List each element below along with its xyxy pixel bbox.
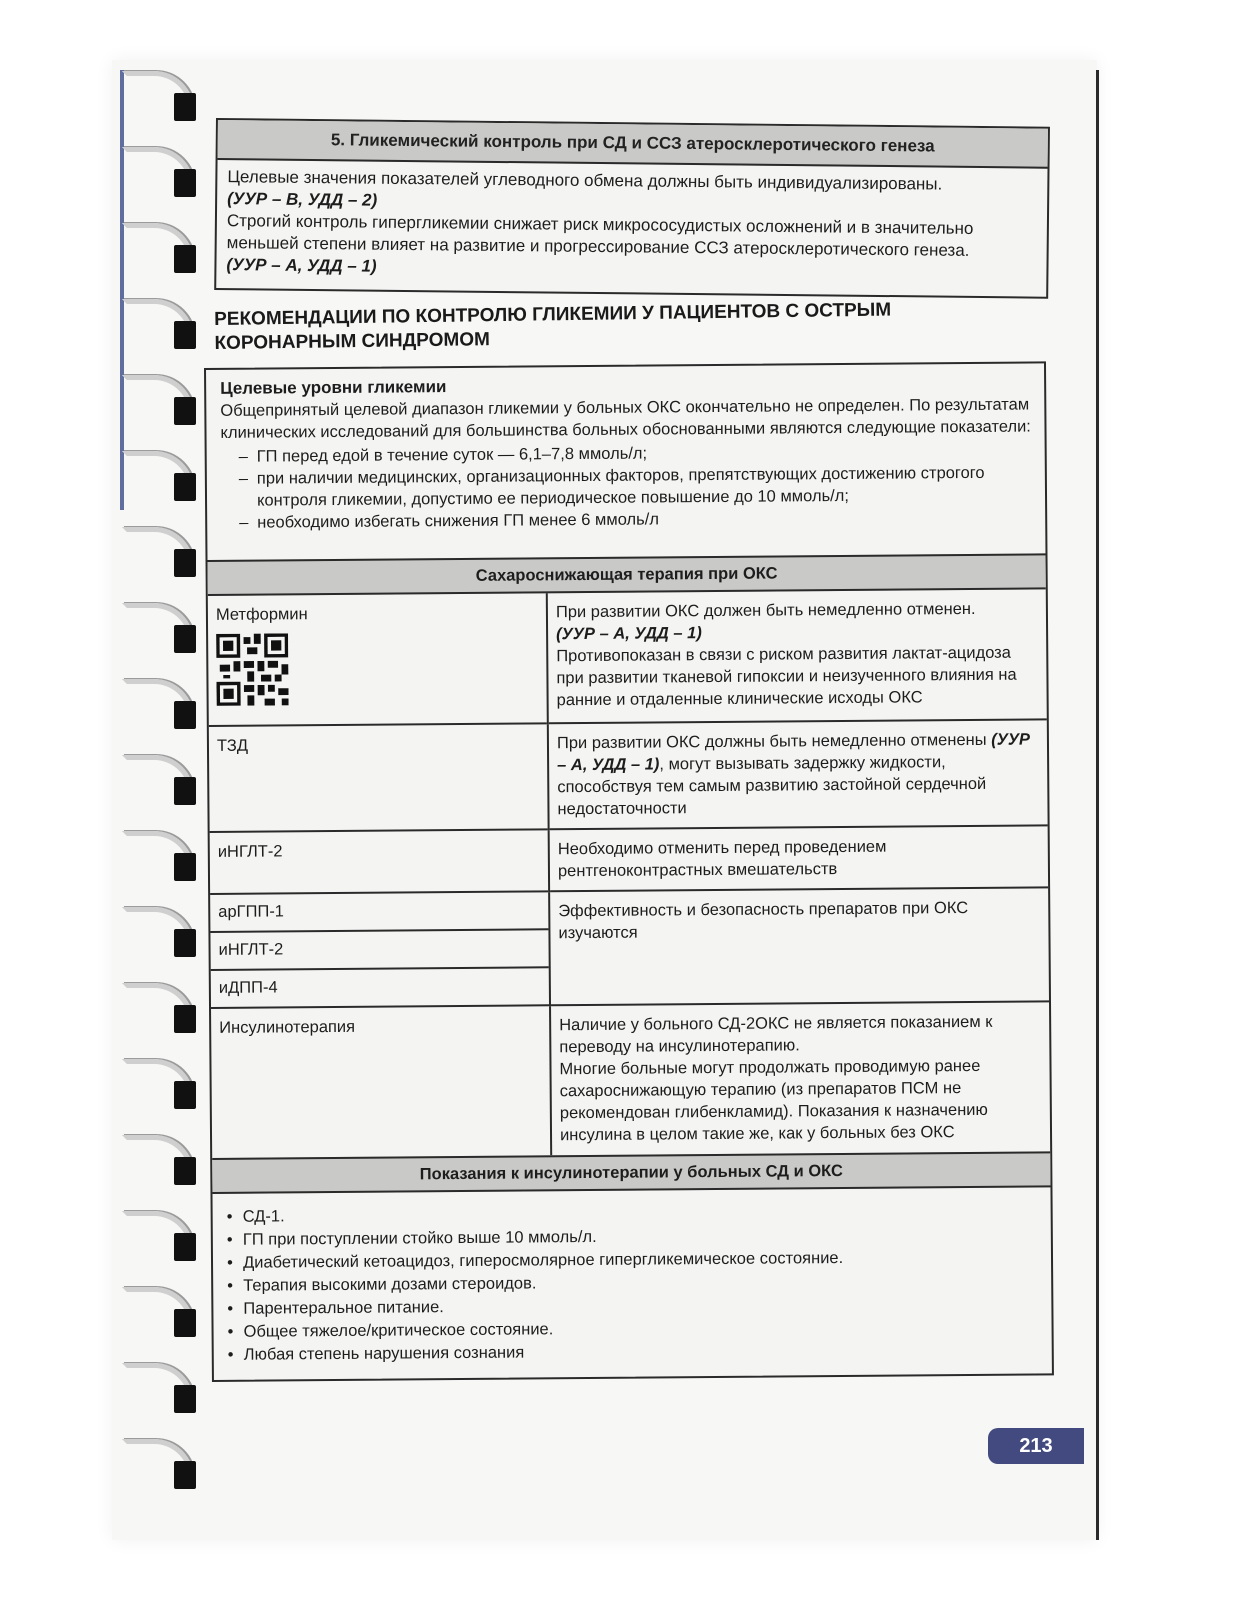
list-item: • СД-1. [227, 1199, 1037, 1228]
spiral-binding [118, 65, 208, 1525]
table-row [209, 719, 1048, 832]
binding-hole [174, 93, 196, 121]
drug-cell [210, 829, 549, 894]
binding-loop [118, 673, 198, 733]
drug-cell [208, 593, 548, 726]
binding-hole [174, 1309, 196, 1337]
note-text: Многие больные могут продолжать проводимую ранее сахароснижающую терапию (из препаратов ПСМ не рекомендован глибенкламид). Показания к назначению инсулина в целом такие же, как у больных без ОКС [559, 1056, 988, 1145]
binding-loop [118, 1433, 198, 1493]
drug-name: Инсулинотерапия [219, 1017, 356, 1037]
binding-loop [118, 825, 198, 885]
box-header: 5. Гликемический контроль при СД и ССЗ атеросклеротического генеза [218, 120, 1048, 169]
note-text: Необходимо отменить перед проведением рентгеноконтрастных вмешательств [557, 837, 887, 881]
binding-loop [118, 141, 198, 201]
drug-name: ТЗД [216, 736, 249, 755]
drug-name: иНГЛТ-2 [210, 930, 548, 971]
box-body [216, 160, 1047, 291]
binding-loop [118, 977, 198, 1037]
binding-hole [174, 777, 196, 805]
binding-loop [118, 445, 198, 505]
note-cell [549, 825, 1048, 891]
list-item: • Любая степень нарушения сознания [228, 1337, 1038, 1366]
evidence-ref: (УУР – А, УДД – 1) [556, 624, 702, 644]
page-number: 213 [988, 1428, 1084, 1464]
drug-name: арГПП-1 [210, 892, 548, 933]
binding-hole [174, 853, 196, 881]
binding-loop [118, 217, 198, 277]
binding-loop [118, 369, 198, 429]
binding-hole [174, 169, 196, 197]
binding-loop [118, 901, 198, 961]
list-item: – ГП перед едой в течение суток — 6,1–7,8 ммоль/л; [239, 439, 1033, 467]
binding-hole [174, 701, 196, 729]
note-text: Наличие у больного СД-2ОКС не является показанием к переводу на инсулинотерапию. [559, 1012, 993, 1057]
page-edge [1096, 70, 1099, 1540]
section-heading: РЕКОМЕНДАЦИИ ПО КОНТРОЛЮ ГЛИКЕМИИ У ПАЦИЕНТОВ С ОСТРЫМ КОРОНАРНЫМ СИНДРОМОМ [214, 299, 892, 354]
binding-loop [118, 1357, 198, 1417]
drug-cell [210, 891, 550, 1008]
binding-loop [118, 1053, 198, 1113]
note-text: При развитии ОКС должен быть немедленно отменен. [555, 599, 976, 622]
indications-header: Показания к инсулинотерапии у больных СД и ОКС [212, 1151, 1050, 1194]
list-item: • Диабетический кетоацидоз, гиперосмолярное гипергликемическое состояние. [227, 1245, 1037, 1274]
target-levels-title: Целевые уровни гликемии [220, 377, 447, 398]
target-levels-text: Общепринятый целевой диапазон гликемии у больных ОКС окончательно не определен. По результатам клинических исследований для большинства больных обоснованными являются следующие показатели: [220, 395, 1031, 442]
binding-loop [118, 1281, 198, 1341]
note-cell [547, 589, 1047, 723]
binding-loop [118, 749, 198, 809]
acs-glycemia-box [204, 361, 1054, 1382]
binding-hole [174, 1005, 196, 1033]
glycemic-control-box [214, 118, 1050, 299]
table-row [208, 589, 1047, 726]
evidence-ref: (УУР – А, УДД – 1) [557, 730, 1031, 775]
evidence-ref-2: (УУР – А, УДД – 1) [226, 255, 377, 276]
list-item: • ГП при поступлении стойко выше 10 ммоль/л. [227, 1222, 1037, 1251]
table-row [210, 825, 1048, 894]
binding-hole [174, 929, 196, 957]
binding-loop [118, 293, 198, 353]
note-text: При развитии ОКС должны быть немедленно отменены [556, 730, 987, 753]
binding-hole [174, 1081, 196, 1109]
list-item: • Терапия высокими дозами стероидов. [227, 1268, 1037, 1297]
target-levels [206, 363, 1045, 560]
binding-hole [174, 245, 196, 273]
drug-name: иДПП-4 [218, 978, 278, 997]
binding-loop [118, 597, 198, 657]
binding-hole [174, 549, 196, 577]
evidence-ref-1: (УУР – В, УДД – 2) [227, 189, 378, 210]
table-row [211, 1001, 1050, 1158]
list-item: • Парентеральное питание. [227, 1291, 1037, 1320]
therapy-header: Сахароснижающая терапия при ОКС [208, 553, 1046, 596]
binding-hole [174, 1157, 196, 1185]
drug-name: Метформин [215, 605, 308, 624]
indications-list [212, 1187, 1051, 1379]
qr-code-icon [216, 633, 289, 706]
drug-cell [211, 1005, 551, 1158]
binding-hole [174, 321, 196, 349]
binding-hole [174, 625, 196, 653]
binding-loop [118, 521, 198, 581]
binding-hole [174, 1461, 196, 1489]
drug-name: иНГЛТ-2 [217, 842, 283, 861]
table-row [210, 887, 1049, 1008]
statement-1: Целевые значения показателей углеводного обмена должны быть индивидуализированы. [227, 167, 943, 194]
list-item: – при наличии медицинских, организационных факторов, препятствующих достижению строгого контроля гликемии, допустимо ее периодическое повышение до 10 ммоль/л; [239, 461, 1033, 511]
note-cell [549, 887, 1049, 1005]
note-cell [550, 1001, 1050, 1155]
statement-2: Строгий контроль гипергликемии снижает риск микрососудистых осложнений и в значительно меньшей степени влияет на развитие и прогрессирование ССЗ атеросклеротического генеза. [226, 211, 974, 260]
binding-hole [174, 473, 196, 501]
target-levels-list [221, 439, 1034, 533]
therapy-table [208, 589, 1050, 1158]
note-cell [548, 719, 1048, 829]
note-text: , могут вызывать задержку жидкости, способствуя тем самым развитию застойной сердечной недостаточности [557, 753, 987, 819]
drug-cell [209, 723, 549, 832]
binding-loop [118, 1129, 198, 1189]
binding-hole [174, 1233, 196, 1261]
note-text: Эффективность и безопасность препаратов при ОКС изучаются [558, 899, 969, 943]
binding-hole [174, 1385, 196, 1413]
note-text: Противопоказан в связи с риском развития лактат-ацидоза при развитии тканевой гипоксии и неизученного влияния на ранние и отдаленные клинические исходы ОКС [556, 643, 1017, 710]
list-item: – необходимо избегать снижения ГП менее 6 ммоль/л [239, 505, 1033, 533]
list-item: • Общее тяжелое/критическое состояние. [227, 1314, 1037, 1343]
binding-loop [118, 65, 198, 125]
binding-loop [118, 1205, 198, 1265]
binding-hole [174, 397, 196, 425]
